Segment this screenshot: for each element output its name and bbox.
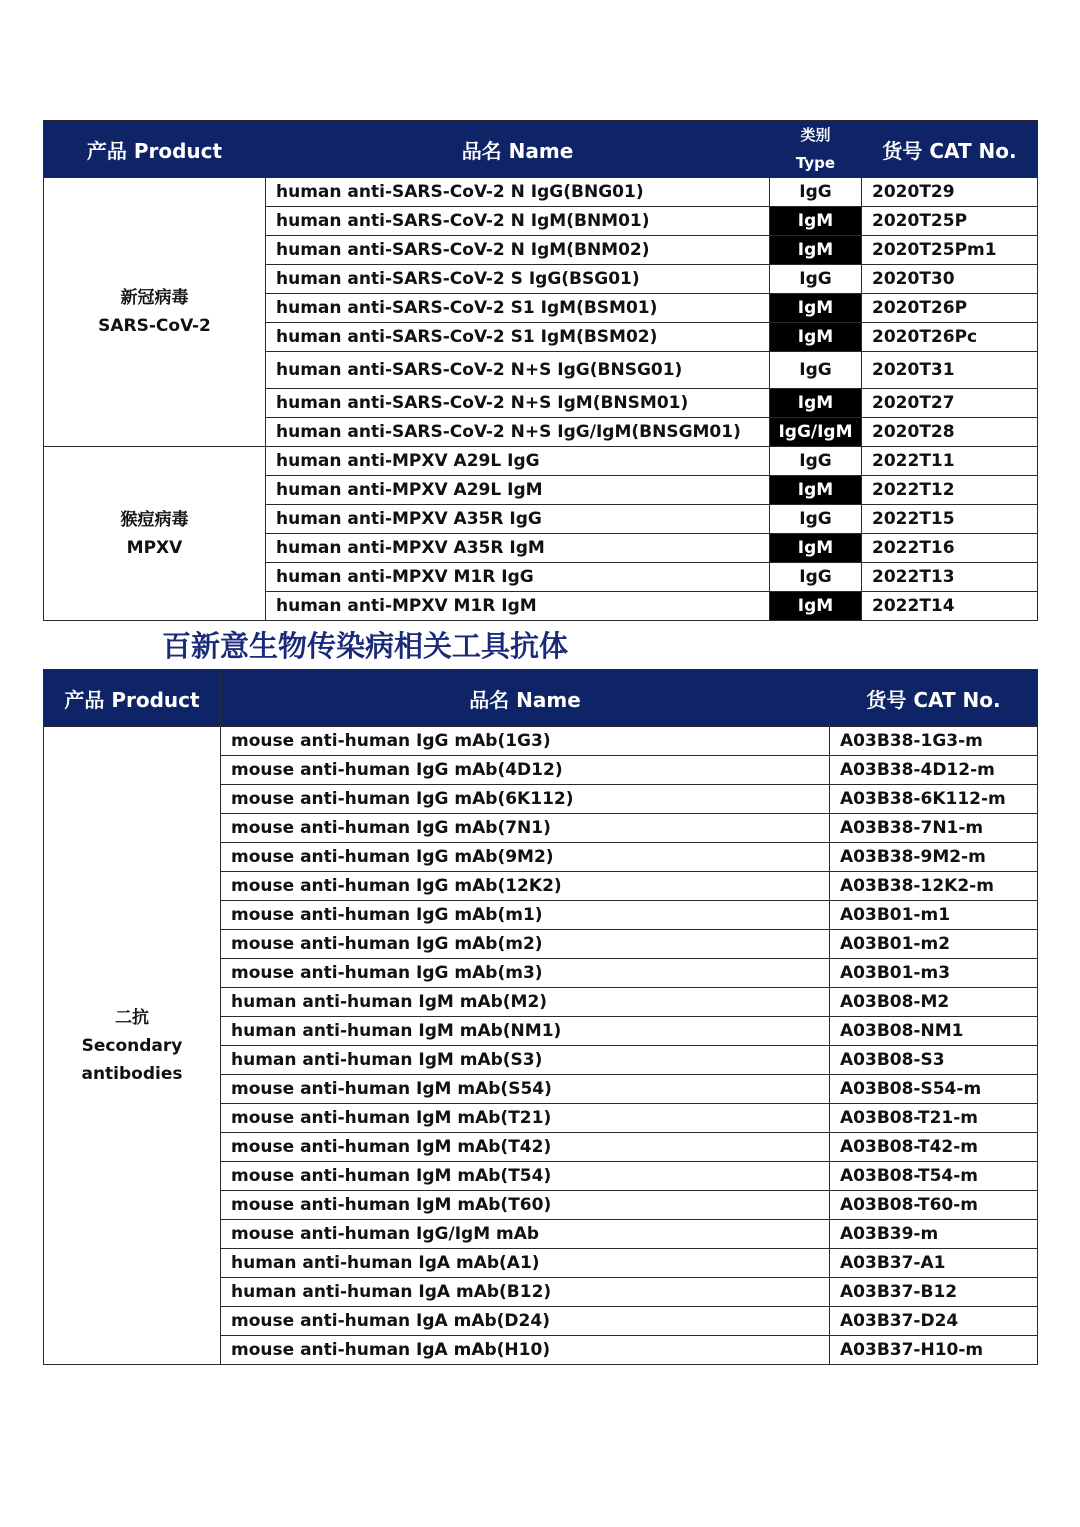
product-name: human anti-human IgA mAb(A1) xyxy=(221,1249,830,1278)
product-name: human anti-SARS-CoV-2 N+S IgG/IgM(BNSGM01) xyxy=(266,418,770,447)
cat-number: A03B08-T21-m xyxy=(830,1104,1038,1133)
product-name: mouse anti-human IgA mAb(H10) xyxy=(221,1336,830,1365)
cat-number: 2022T14 xyxy=(862,592,1038,621)
cat-number: 2022T12 xyxy=(862,476,1038,505)
product-name: mouse anti-human IgG mAb(12K2) xyxy=(221,872,830,901)
header-name: 品名 Name xyxy=(221,670,830,727)
type-badge: IgM xyxy=(770,207,862,236)
cat-number: A03B01-m3 xyxy=(830,959,1038,988)
cat-number: A03B38-12K2-m xyxy=(830,872,1038,901)
header-cat: 货号 CAT No. xyxy=(830,670,1038,727)
cat-number: A03B01-m1 xyxy=(830,901,1038,930)
product-name: mouse anti-human IgG mAb(m1) xyxy=(221,901,830,930)
table-header-row xyxy=(44,121,1038,178)
group-label-cn: 猴痘病毒 xyxy=(120,509,189,530)
product-name: mouse anti-human IgG/IgM mAb xyxy=(221,1220,830,1249)
cat-number: 2020T31 xyxy=(862,352,1038,389)
antibody-table-secondary xyxy=(43,669,1038,1365)
product-name: human anti-SARS-CoV-2 S1 IgM(BSM01) xyxy=(266,294,770,323)
table-row xyxy=(44,447,1038,476)
product-name: mouse anti-human IgA mAb(D24) xyxy=(221,1307,830,1336)
cat-number: 2020T25Pm1 xyxy=(862,236,1038,265)
header-product: 产品 Product xyxy=(44,121,266,178)
cat-number: A03B37-B12 xyxy=(830,1278,1038,1307)
cat-number: 2022T16 xyxy=(862,534,1038,563)
group-cell xyxy=(44,178,266,447)
type-badge: IgM xyxy=(770,323,862,352)
cat-number: A03B08-S3 xyxy=(830,1046,1038,1075)
product-name: human anti-SARS-CoV-2 N+S IgM(BNSM01) xyxy=(266,389,770,418)
cat-number: 2020T26Pc xyxy=(862,323,1038,352)
product-name: mouse anti-human IgG mAb(9M2) xyxy=(221,843,830,872)
cat-number: 2022T11 xyxy=(862,447,1038,476)
cat-number: A03B08-T54-m xyxy=(830,1162,1038,1191)
product-name: mouse anti-human IgG mAb(m2) xyxy=(221,930,830,959)
header-product: 产品 Product xyxy=(44,670,221,727)
cat-number: A03B39-m xyxy=(830,1220,1038,1249)
group-label-en: antibodies xyxy=(81,1063,183,1084)
table-header-row xyxy=(44,670,1038,727)
product-name: mouse anti-human IgM mAb(T60) xyxy=(221,1191,830,1220)
product-name: human anti-SARS-CoV-2 N IgM(BNM01) xyxy=(266,207,770,236)
group-label-en: SARS-CoV-2 xyxy=(98,316,211,336)
cat-number: A03B08-S54-m xyxy=(830,1075,1038,1104)
antibody-table-virus xyxy=(43,120,1038,621)
product-name: human anti-human IgA mAb(B12) xyxy=(221,1278,830,1307)
group-label-en: Secondary xyxy=(81,1035,183,1056)
product-name: human anti-SARS-CoV-2 N+S IgG(BNSG01) xyxy=(266,352,770,389)
type-badge: IgG xyxy=(770,265,862,294)
type-badge: IgG xyxy=(770,447,862,476)
cat-number: A03B38-4D12-m xyxy=(830,756,1038,785)
product-name: mouse anti-human IgM mAb(T21) xyxy=(221,1104,830,1133)
type-badge: IgG xyxy=(770,563,862,592)
group-label-cn: 新冠病毒 xyxy=(120,288,189,308)
type-badge: IgM xyxy=(770,294,862,323)
product-name: human anti-SARS-CoV-2 N IgG(BNG01) xyxy=(266,178,770,207)
product-name: human anti-human IgM mAb(S3) xyxy=(221,1046,830,1075)
cat-number: A03B08-T42-m xyxy=(830,1133,1038,1162)
product-name: human anti-MPXV A29L IgM xyxy=(266,476,770,505)
product-name: human anti-MPXV A29L IgG xyxy=(266,447,770,476)
product-name: mouse anti-human IgM mAb(T54) xyxy=(221,1162,830,1191)
group-cell xyxy=(44,727,221,1365)
cat-number: 2020T30 xyxy=(862,265,1038,294)
cat-number: A03B01-m2 xyxy=(830,930,1038,959)
header-type-cn: 类别 xyxy=(800,126,831,144)
product-name: human anti-SARS-CoV-2 S IgG(BSG01) xyxy=(266,265,770,294)
type-badge: IgG/IgM xyxy=(770,418,862,447)
product-name: mouse anti-human IgG mAb(1G3) xyxy=(221,727,830,756)
type-badge: IgG xyxy=(770,505,862,534)
header-type xyxy=(770,121,862,178)
cat-number: A03B37-H10-m xyxy=(830,1336,1038,1365)
cat-number: A03B38-9M2-m xyxy=(830,843,1038,872)
cat-number: 2020T27 xyxy=(862,389,1038,418)
type-badge: IgM xyxy=(770,389,862,418)
product-name: human anti-MPXV A35R IgM xyxy=(266,534,770,563)
type-badge: IgM xyxy=(770,534,862,563)
cat-number: A03B08-NM1 xyxy=(830,1017,1038,1046)
cat-number: 2020T26P xyxy=(862,294,1038,323)
group-label-cn: 二抗 xyxy=(115,1007,149,1028)
type-badge: IgG xyxy=(770,178,862,207)
cat-number: 2020T28 xyxy=(862,418,1038,447)
cat-number: 2022T15 xyxy=(862,505,1038,534)
product-name: human anti-MPXV M1R IgM xyxy=(266,592,770,621)
type-badge: IgG xyxy=(770,352,862,389)
cat-number: A03B37-A1 xyxy=(830,1249,1038,1278)
product-name: mouse anti-human IgM mAb(T42) xyxy=(221,1133,830,1162)
cat-number: 2020T29 xyxy=(862,178,1038,207)
type-badge: IgM xyxy=(770,476,862,505)
group-label-en: MPXV xyxy=(126,537,183,558)
product-name: human anti-MPXV A35R IgG xyxy=(266,505,770,534)
section-title: 百新意生物传染病相关工具抗体 xyxy=(162,629,569,663)
product-name: mouse anti-human IgM mAb(S54) xyxy=(221,1075,830,1104)
product-name: mouse anti-human IgG mAb(m3) xyxy=(221,959,830,988)
cat-number: A03B38-7N1-m xyxy=(830,814,1038,843)
type-badge: IgM xyxy=(770,592,862,621)
header-name: 品名 Name xyxy=(266,121,770,178)
table-row xyxy=(44,178,1038,207)
cat-number: A03B37-D24 xyxy=(830,1307,1038,1336)
header-cat: 货号 CAT No. xyxy=(862,121,1038,178)
cat-number: 2020T25P xyxy=(862,207,1038,236)
product-name: human anti-MPXV M1R IgG xyxy=(266,563,770,592)
group-cell xyxy=(44,447,266,621)
product-name: human anti-human IgM mAb(M2) xyxy=(221,988,830,1017)
cat-number: A03B38-1G3-m xyxy=(830,727,1038,756)
cat-number: A03B08-M2 xyxy=(830,988,1038,1017)
cat-number: 2022T13 xyxy=(862,563,1038,592)
cat-number: A03B08-T60-m xyxy=(830,1191,1038,1220)
product-name: human anti-SARS-CoV-2 S1 IgM(BSM02) xyxy=(266,323,770,352)
type-badge: IgM xyxy=(770,236,862,265)
product-name: mouse anti-human IgG mAb(7N1) xyxy=(221,814,830,843)
table-row xyxy=(44,727,1038,756)
cat-number: A03B38-6K112-m xyxy=(830,785,1038,814)
product-name: mouse anti-human IgG mAb(6K112) xyxy=(221,785,830,814)
product-name: human anti-SARS-CoV-2 N IgM(BNM02) xyxy=(266,236,770,265)
product-name: human anti-human IgM mAb(NM1) xyxy=(221,1017,830,1046)
header-type-en: Type xyxy=(795,154,836,172)
product-name: mouse anti-human IgG mAb(4D12) xyxy=(221,756,830,785)
